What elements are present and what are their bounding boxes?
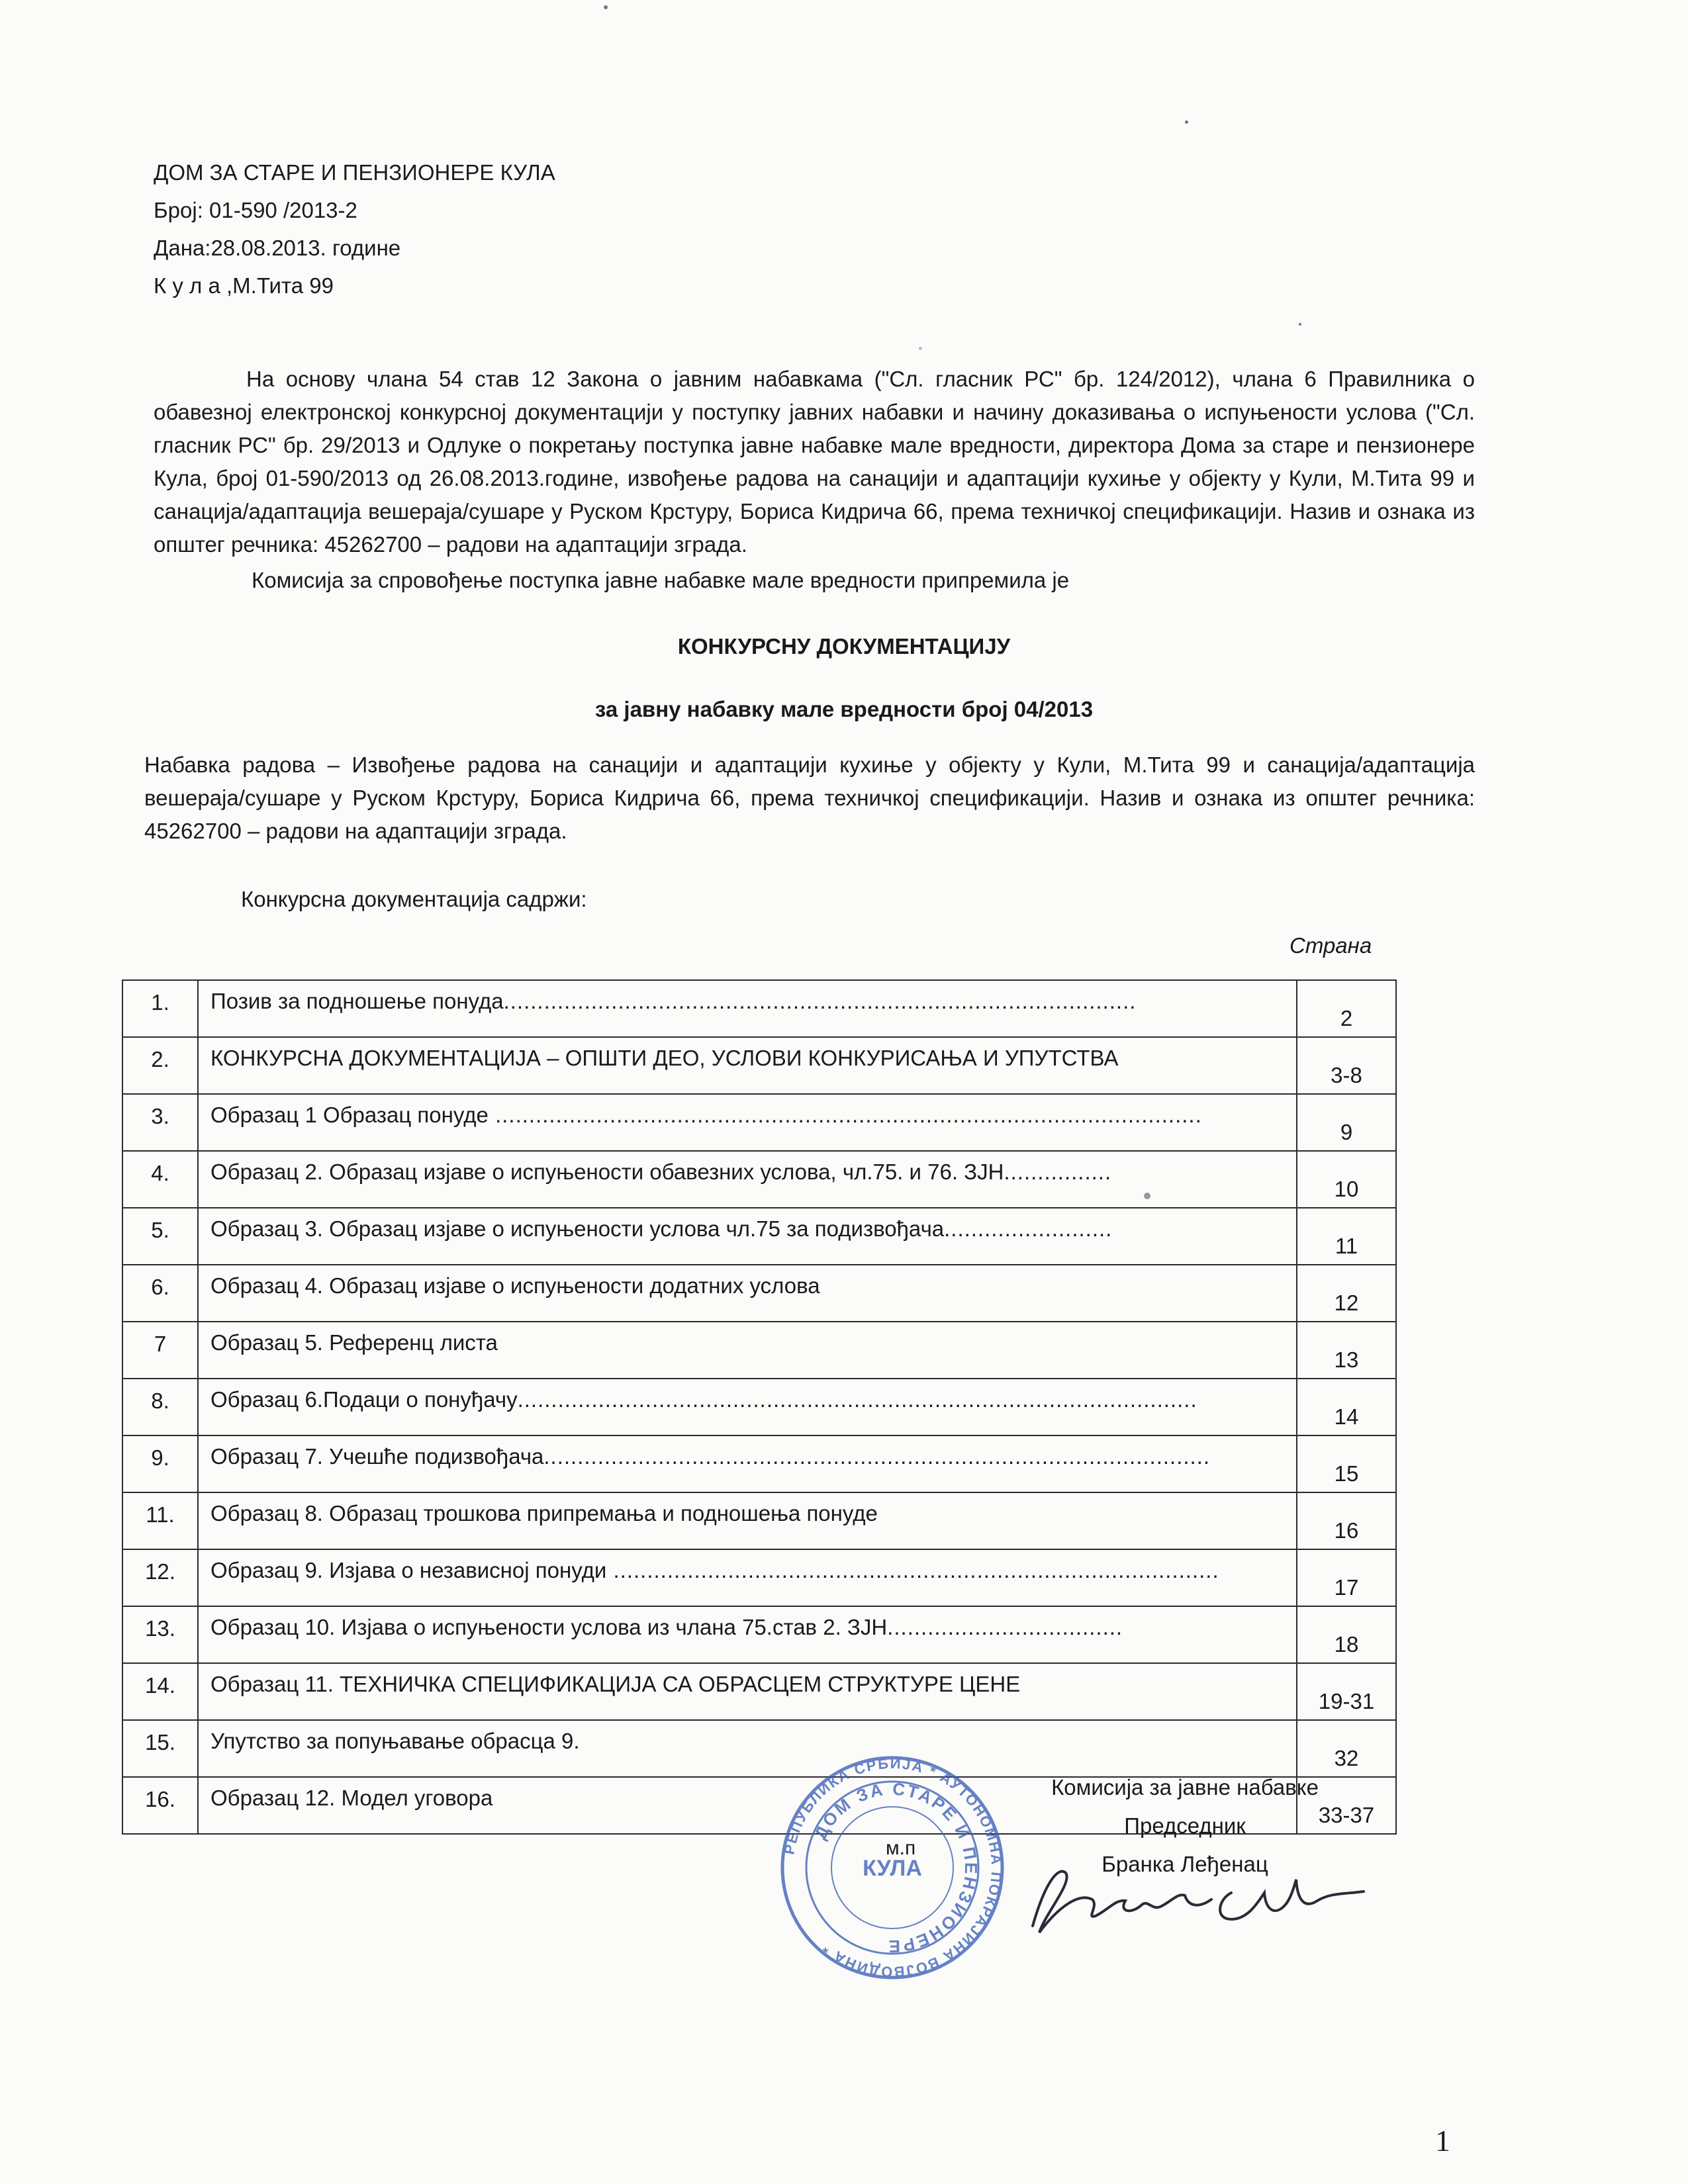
procurement-description: Набавка радова – Извођење радова на санацији и адаптацији кухиње у објекту у Кули, М.Тита 99 и санација/адаптација вешераја/сушаре у Руском Крстуру, Бориса Кидрича 66, према техничкој спецификацији. Назив и ознака из општег речника: 45262700 – радови на адаптацији зграда.	[144, 752, 1475, 843]
toc-item-title: Образац 3. Образац изјаве о испуњености услова чл.75 за подизвођача	[211, 1216, 945, 1241]
toc-row	[122, 1549, 1396, 1606]
toc-item-title: Образац 8. Образац трошкова припремања и подношења понуде	[211, 1501, 878, 1525]
toc-item-number: 3.	[122, 1094, 198, 1151]
president-title: Председник	[1124, 1813, 1246, 1838]
document-number: Број: 01-590 /2013-2	[154, 198, 357, 222]
toc-row	[122, 1265, 1396, 1322]
toc-item-number: 4.	[122, 1151, 198, 1208]
toc-item-number: 6.	[122, 1265, 198, 1322]
toc-item-cell	[198, 1379, 1297, 1435]
commission-title: Комисија за јавне набавке	[1051, 1775, 1319, 1799]
toc-item-cell	[198, 1208, 1297, 1265]
toc-item-title: Образац 10. Изјава о испуњености услова из члана 75.став 2. ЗЈН	[211, 1615, 888, 1639]
legal-basis-paragraph: На основу члана 54 став 12 Закона о јавним набавкама ("Сл. гласник РС" бр. 124/2012), члана 6 Правилника о обавезној електронској конкурсној документацији у поступку јавних набавки и начину доказивања о испуњености услова ("Сл. гласник РС" бр. 29/2013 и Одлуке о покретању поступка јавне набавке мале вредности, директора Дома за старе и пензионере Кула, број 01-590/2013 од 26.08.2013.године, извођење радова на санацији и адаптацији кухиње у објекту у Кули, М.Тита 99 и санација/адаптација вешераја/сушаре у Руском Крстуру, Бориса Кидрича 66, према техничкој спецификацији. Назив и ознака из општег речника: 45262700 – радови на адаптацији зграда.	[154, 367, 1475, 557]
toc-item-title: Позив за подношење понуда	[211, 989, 504, 1013]
document-subtitle: за јавну набавку мале вредности број 04/2013	[594, 697, 1094, 721]
toc-row	[122, 1151, 1396, 1208]
toc-item-title: Образац 12. Модел уговора	[211, 1786, 493, 1810]
toc-item-page: 3-8	[1297, 1037, 1396, 1094]
toc-item-page: 16	[1297, 1492, 1396, 1549]
contents-intro: Конкурсна документација садржи:	[241, 887, 587, 911]
institution-name: ДОМ ЗА СТАРЕ И ПЕНЗИОНЕРЕ КУЛА	[154, 160, 555, 185]
official-stamp	[780, 1755, 1005, 1980]
toc-item-page: 9	[1297, 1094, 1396, 1151]
toc-item-leader: ..........................................................................................	[606, 1558, 1219, 1582]
toc-item-page: 33-37	[1297, 1777, 1396, 1834]
scan-speck	[919, 347, 922, 350]
toc-item-cell	[198, 1151, 1297, 1208]
toc-item-number: 13.	[122, 1606, 198, 1663]
toc-item-leader: .....................................................................................................	[517, 1387, 1197, 1412]
toc-item-title: Образац 7. Учешће подизвођача	[211, 1444, 544, 1469]
toc-item-leader: ...................................................................................................	[543, 1444, 1211, 1469]
toc-item-leader: ...................................	[887, 1615, 1123, 1639]
toc-row	[122, 1037, 1396, 1094]
toc-item-cell	[198, 1435, 1297, 1492]
toc-item-leader: ................	[1004, 1160, 1112, 1184]
toc-item-cell	[198, 1663, 1297, 1720]
commission-statement: Комисија за спровођење поступка јавне набавке мале вредности припремила је	[252, 568, 1070, 592]
intro-section	[154, 363, 1475, 597]
toc-row	[122, 1208, 1396, 1265]
toc-item-number: 16.	[122, 1777, 198, 1834]
toc-item-title: Упутство за попуњавање обрасца 9.	[211, 1729, 580, 1753]
toc-item-cell	[198, 1094, 1297, 1151]
toc-item-leader: .........................................................................................................	[488, 1103, 1202, 1127]
toc-item-cell	[198, 1322, 1297, 1379]
toc-item-page: 2	[1297, 980, 1396, 1037]
toc-item-page: 32	[1297, 1720, 1396, 1777]
toc-item-number: 14.	[122, 1663, 198, 1720]
toc-item-page: 10	[1297, 1151, 1396, 1208]
toc-row	[122, 1094, 1396, 1151]
toc-body	[122, 980, 1396, 1834]
letterhead	[154, 154, 555, 304]
table-of-contents	[122, 979, 1397, 1835]
handwritten-signature	[1019, 1853, 1390, 1946]
toc-row	[122, 1435, 1396, 1492]
toc-item-cell	[198, 1492, 1297, 1549]
toc-item-title: Образац 6.Подаци о понуђачу	[211, 1387, 518, 1412]
president-name: Бранка Леђенац	[1102, 1852, 1268, 1876]
toc-item-page: 11	[1297, 1208, 1396, 1265]
toc-item-page: 17	[1297, 1549, 1396, 1606]
toc-item-title: Образац 4. Образац изјаве о испуњености додатних услова	[211, 1273, 820, 1298]
toc-item-cell	[198, 1606, 1297, 1663]
scan-speck	[1185, 120, 1188, 124]
toc-item-page: 12	[1297, 1265, 1396, 1322]
toc-item-page: 14	[1297, 1379, 1396, 1435]
document-date: Дана:28.08.2013. године	[154, 236, 401, 260]
toc-row	[122, 1663, 1396, 1720]
stamp-inner-text: ДОМ ЗА СТАРЕ И ПЕНЗИОНЕРЕ	[810, 1778, 982, 1957]
toc-item-leader: .........................	[944, 1216, 1113, 1241]
toc-row	[122, 1322, 1396, 1379]
toc-row	[122, 980, 1396, 1037]
toc-item-number: 1.	[122, 980, 198, 1037]
toc-item-page: 13	[1297, 1322, 1396, 1379]
toc-row	[122, 1492, 1396, 1549]
toc-item-number: 9.	[122, 1435, 198, 1492]
toc-item-title: Образац 1 Образац понуде	[211, 1103, 489, 1127]
page-number: 1	[1435, 2124, 1450, 2158]
page-column-label: Страна	[1289, 933, 1372, 958]
svg-text:КУЛА: КУЛА	[863, 1856, 922, 1881]
toc-item-number: 15.	[122, 1720, 198, 1777]
toc-item-title: Образац 11. ТЕХНИЧКА СПЕЦИФИКАЦИЈА СА ОБРАСЦЕМ СТРУКТУРЕ ЦЕНЕ	[211, 1672, 1021, 1696]
toc-item-page: 15	[1297, 1435, 1396, 1492]
scan-speck	[604, 5, 608, 9]
toc-item-title: Образац 2. Образац изјаве о испуњености обавезних услова, чл.75. и 76. ЗЈН	[211, 1160, 1004, 1184]
toc-item-number: 7	[122, 1322, 198, 1379]
scan-speck	[1144, 1193, 1150, 1199]
toc-item-number: 12.	[122, 1549, 198, 1606]
institution-address: К у л а ,М.Тита 99	[154, 273, 334, 298]
toc-item-title: Образац 5. Референц листа	[211, 1330, 498, 1355]
toc-item-page: 18	[1297, 1606, 1396, 1663]
toc-item-number: 2.	[122, 1037, 198, 1094]
toc-item-cell	[198, 1549, 1297, 1606]
toc-item-leader: ..............................................................................................	[503, 989, 1137, 1013]
stamp-outer-text: РЕПУБЛИКА СРБИЈА * АУТОНОМНА ПОКРАЈИНА ВОЈВОДИНА *	[780, 1755, 1005, 1980]
toc-item-title: КОНКУРСНА ДОКУМЕНТАЦИЈА – ОПШТИ ДЕО, УСЛОВИ КОНКУРИСАЊА И УПУТСТВА	[211, 1046, 1119, 1070]
seal-place-label: м.п	[886, 1837, 916, 1859]
toc-item-cell	[198, 1265, 1297, 1322]
toc-item-number: 8.	[122, 1379, 198, 1435]
toc-item-title: Образац 9. Изјава о независној понуди	[211, 1558, 607, 1582]
toc-row	[122, 1379, 1396, 1435]
document-title: КОНКУРСНУ ДОКУМЕНТАЦИЈУ	[677, 634, 1011, 659]
toc-item-number: 11.	[122, 1492, 198, 1549]
toc-item-cell	[198, 980, 1297, 1037]
toc-item-cell	[198, 1037, 1297, 1094]
toc-item-page: 19-31	[1297, 1663, 1396, 1720]
toc-row	[122, 1606, 1396, 1663]
scan-speck	[1299, 323, 1301, 326]
toc-item-number: 5.	[122, 1208, 198, 1265]
